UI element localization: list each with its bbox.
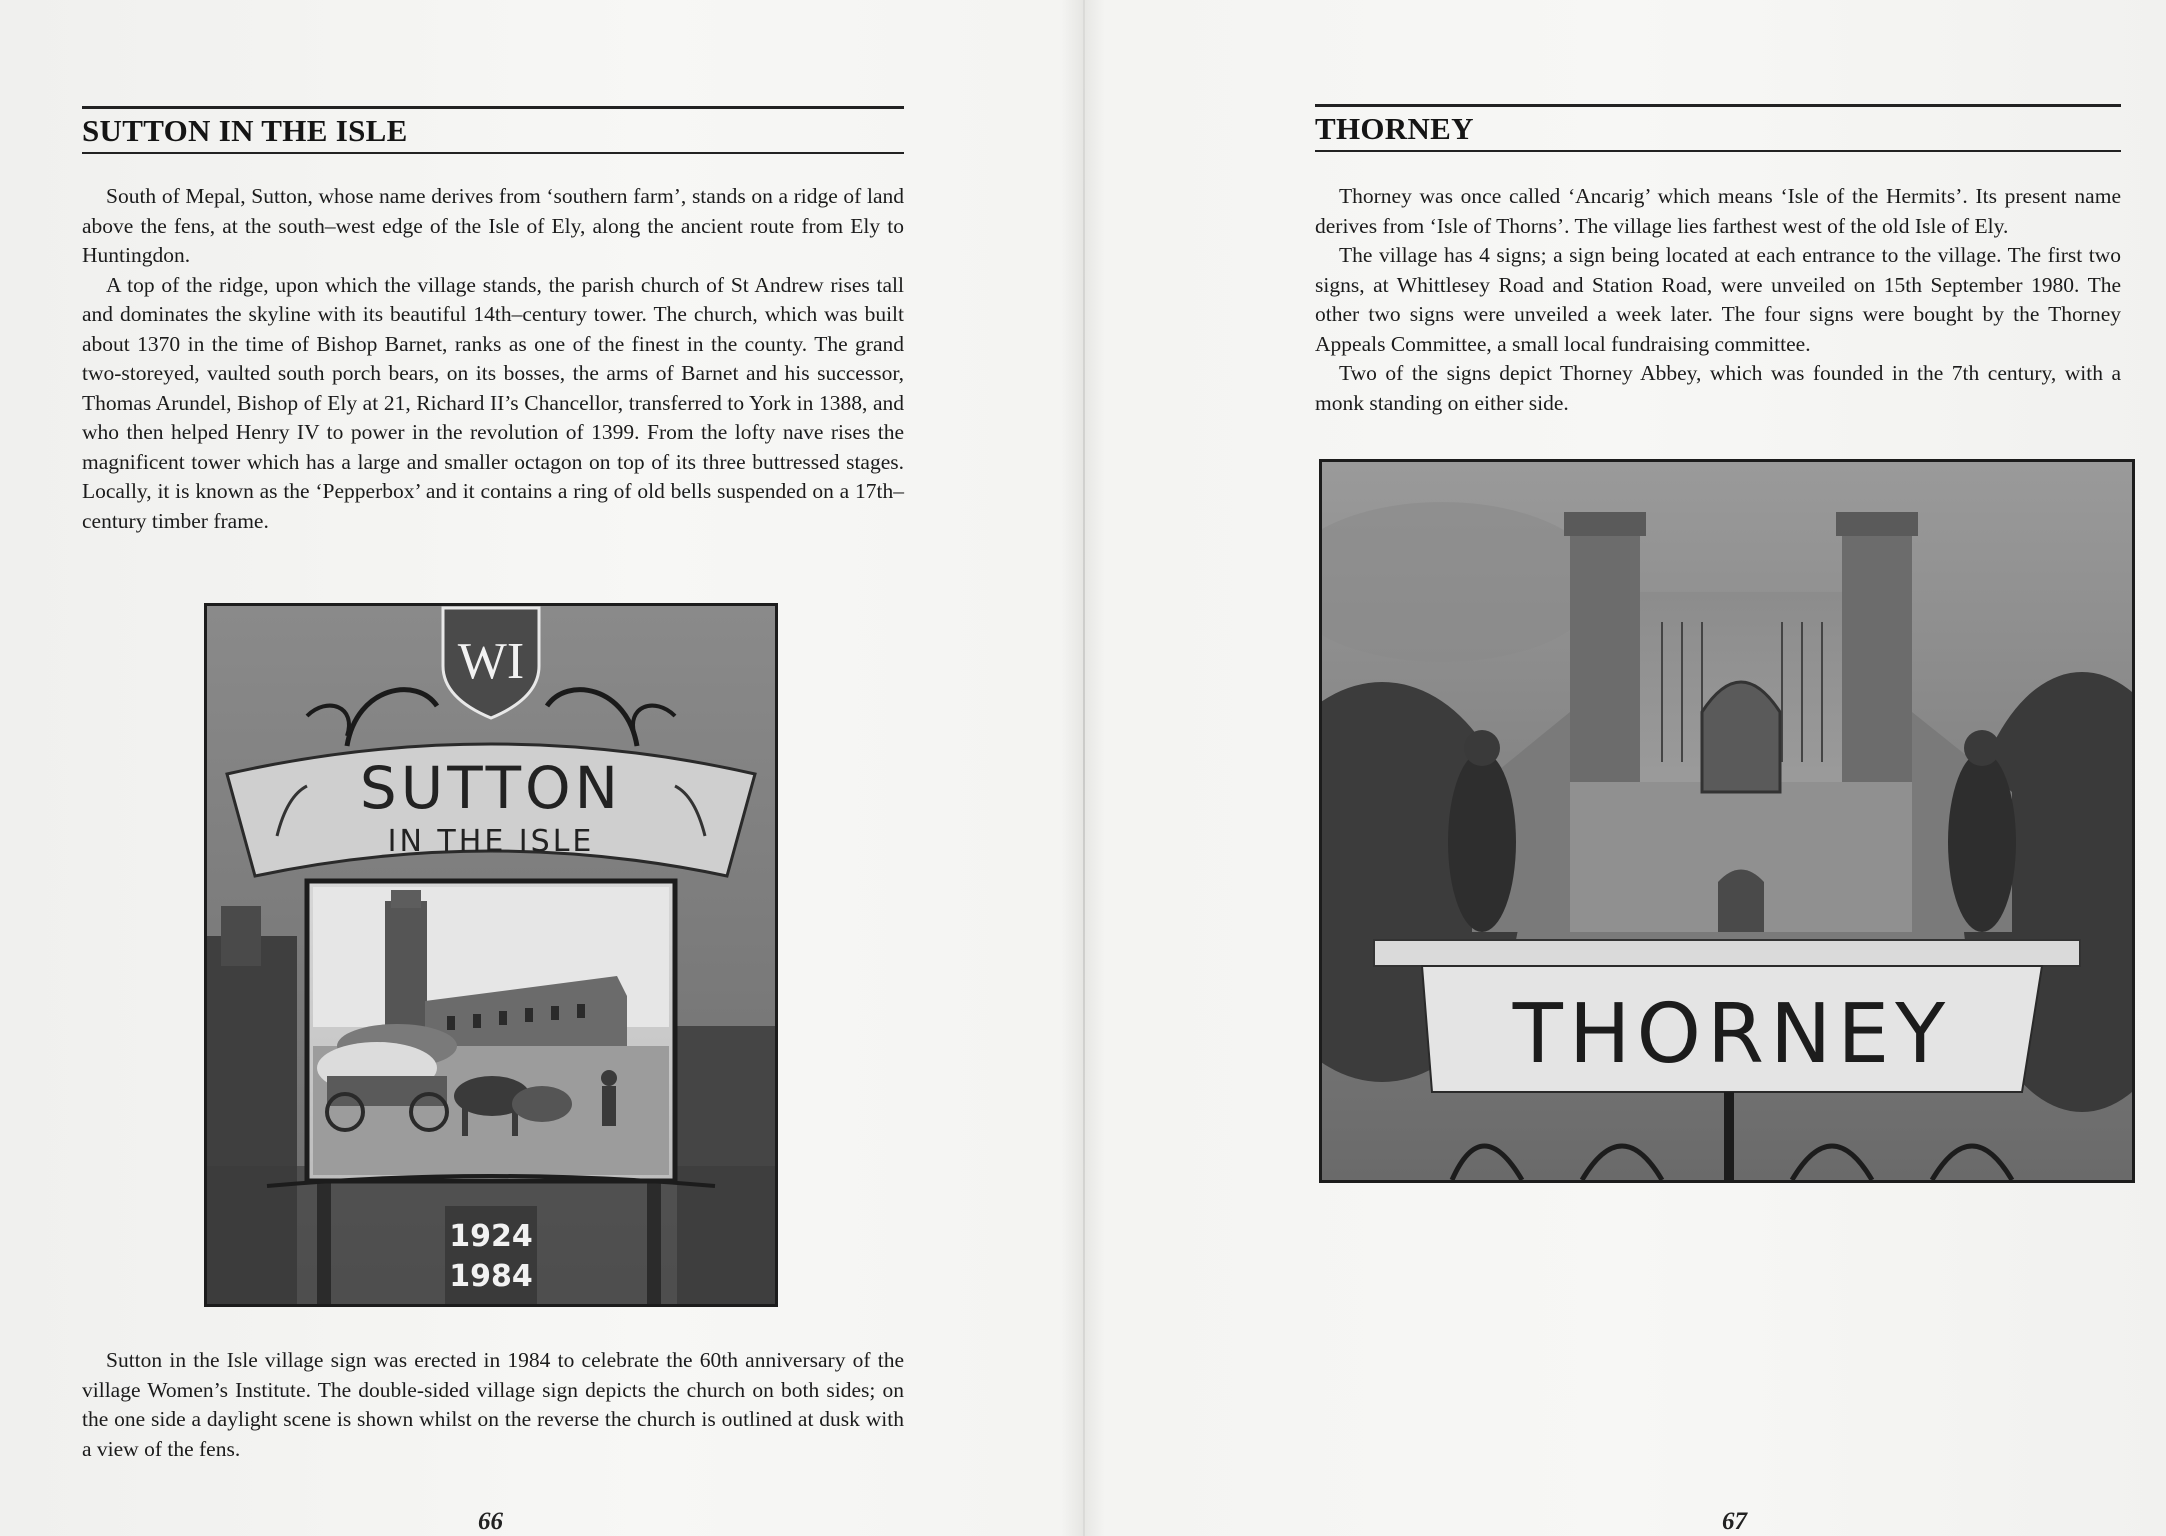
sutton-sign-photo [204, 603, 778, 1307]
left-page-body [82, 182, 904, 536]
right-paragraph-3: Two of the signs depict Thorney Abbey, which was founded in the 7th century, with a monk standing on either side. [1315, 361, 2121, 415]
right-page [1085, 0, 2166, 1536]
thorney-sign-photo [1319, 459, 2135, 1183]
sign-year-bottom: 1984 [449, 1259, 533, 1294]
right-page-title: THORNEY [1315, 111, 1474, 146]
left-caption-paragraph: Sutton in the Isle village sign was erected in 1984 to celebrate the 60th anniversary of the village Women’s Institute. The double-sided village sign depicts the church on both sides; on the one side a daylight scene is shown whilst on the reverse the church is outlined at dusk with a view of the fens. [82, 1348, 904, 1461]
right-paragraph-1: Thorney was once called ‘Ancarig’ which means ‘Isle of the Hermits’. Its present name derives from ‘Isle of Thorns’. The village lies farthest west of the old Isle of Ely. [1315, 184, 2121, 238]
sign-main-text: SUTTON [359, 754, 623, 822]
right-paragraph-2: The village has 4 signs; a sign being located at each entrance to the village. The first two signs, at Whittlesey Road and Station Road, were unveiled on 15th September 1980. The other two signs were unveiled a week later. The four signs were bought by the Thorney Appeals Committee, a small local fundraising committee. [1315, 243, 2121, 356]
right-page-heading [1315, 104, 2121, 152]
left-page-number: 66 [478, 1508, 503, 1535]
left-page-title: SUTTON IN THE ISLE [82, 113, 408, 148]
thorney-sign-text: THORNEY [1512, 987, 1952, 1082]
right-page-body [1315, 182, 2121, 418]
sign-sub-text: IN THE ISLE [387, 824, 595, 859]
left-paragraph-2: A top of the ridge, upon which the village stands, the parish church of St Andrew rises tall and dominates the skyline with its beautiful 14th–century tower. The church, which was built about 1370 in the time of Bishop Barnet, ranks as one of the finest in the county. The grand two-storeyed, vaulted south porch bears, on its bosses, the arms of Barnet and his successor, Thomas Arundel, Bishop of Ely at 21, Richard II’s Chancellor, transferred to York in 1388, and who then helped Henry IV to power in the revolution of 1399. From the lofty nave rises the magnificent tower which has a large and smaller octagon on top of its three buttressed stages. Locally, it is known as the ‘Pepperbox’ and it contains a ring of old bells suspended on a 17th–century timber frame. [82, 272, 904, 533]
right-page-number: 67 [1722, 1508, 1747, 1535]
sign-year-top: 1924 [449, 1219, 533, 1254]
monogram-text: WI [457, 633, 525, 690]
left-page-caption [82, 1346, 904, 1464]
left-paragraph-1: South of Mepal, Sutton, whose name derives from ‘southern farm’, stands on a ridge of land above the fens, at the south–west edge of the Isle of Ely, along the ancient route from Ely to Huntingdon. [82, 184, 904, 267]
left-page-heading [82, 106, 904, 154]
